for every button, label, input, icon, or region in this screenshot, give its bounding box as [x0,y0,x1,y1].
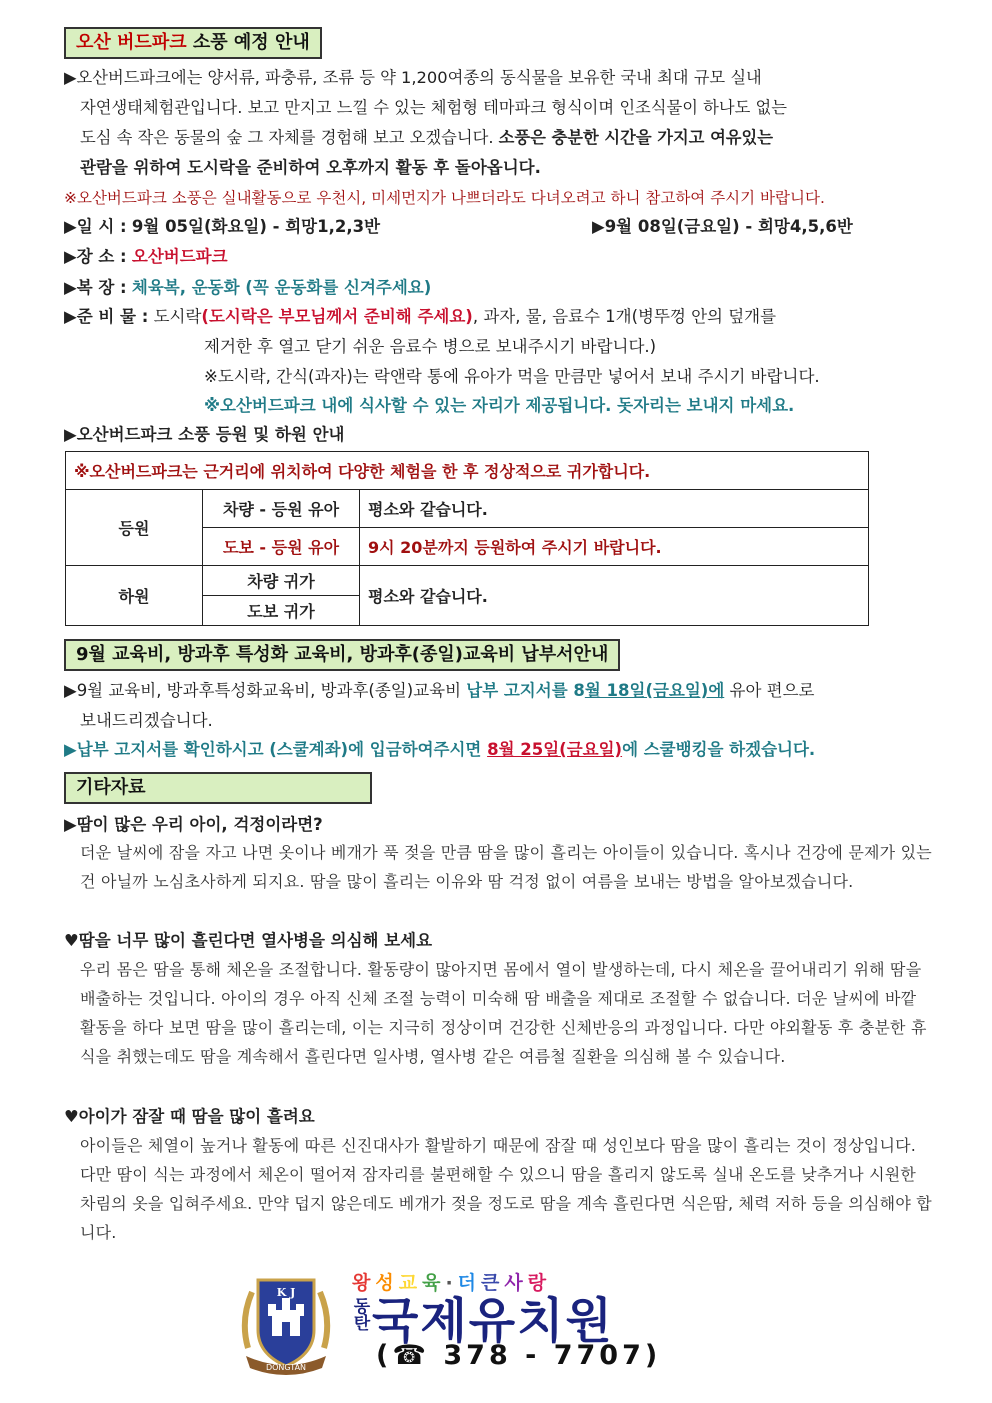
tuition-line-2: 보내드리겠습니다. [80,711,213,730]
logo-letters: K J [276,1286,296,1299]
arrive-car-value: 평소와 같습니다. [360,490,869,528]
tuition-line-3c: 에 스쿨뱅킹을 하겠습니다. [622,740,816,759]
prep-line-4: ※오산버드파크 내에 식사할 수 있는 자리가 제공됩니다. 돗자리는 보내지 마세요. [204,396,795,415]
place-value: 오산버드파크 [131,247,228,266]
logo-ribbon: DONGTAN [265,1363,307,1372]
pickup-notice: ※오산버드파크는 근거리에 위치하여 다양한 체험을 한 후 정상적으로 귀가합니다. [66,452,869,490]
prep-value-a: 도시락 [153,307,202,326]
pickup-table [65,451,869,626]
slogan-char: 랑 [527,1272,552,1294]
prep-value-c: , 과자, 물, 음료수 1개(병뚜껑 안의 덮개를 [472,307,777,326]
slogan-char: 육 [422,1272,446,1294]
misc-heading-3: ♥아이가 잠잘 때 땀을 많이 흘려요 [64,1107,315,1126]
misc-paragraph-1: 더운 날씨에 잠을 자고 나면 옷이나 베개가 푹 젖을 만큼 땀을 많이 흘리는 아이들이 있습니다. 혹시나 건강에 문제가 있는 건 아닐까 노심초사하게 되지요. 땀을 많이 흘리는 이유와 땀 걱정 없이 여름을 보내는 방법을 알아보겠습니다. [80,843,932,891]
tuition-line-1d: 유아 편으로 [724,681,815,700]
date-label: ▶일 시 : [64,217,127,236]
section-title-red: 오산 버드파크 [76,32,187,53]
tuition-line-1b: 납부 고지서를 8 [466,681,585,700]
prep-label: ▶준 비 물 : [64,307,149,326]
date-value-2: ▶9월 08일(금요일) - 희망4,5,6반 [592,217,853,236]
intro-line-3b: 소풍은 충분한 시간을 가지고 여유있는 [498,128,773,147]
weather-notice: ※오산버드파크 소풍은 실내활동으로 우천시, 미세먼지가 나쁘더라도 다녀오려고 하니 참고하여 주시기 바랍니다. [64,189,825,207]
intro-line-1: ▶오산버드파크에는 양서류, 파충류, 조류 등 약 1,200여종의 동식물을 보유한 국내 최대 규모 실내 [64,68,762,87]
leave-walk-label: 도보 귀가 [203,596,360,626]
leave-car-label: 차량 귀가 [203,566,360,596]
prep-line-2: 제거한 후 열고 닫기 쉬운 음료수 병으로 보내주시기 바랍니다.) [204,337,657,356]
section-title-birdpark [64,27,322,59]
tuition-line-1a: ▶9월 교육비, 방과후특성화교육비, 방과후(종일)교육비 [64,681,467,700]
intro-line-3a: 도심 속 작은 동물의 숲 그 자체를 경험해 보고 오겠습니다. [80,128,499,147]
school-name-small [352,1299,372,1333]
slogan-char: 교 [398,1272,423,1294]
tuition-line-3b: 8월 25일(금요일) [487,740,623,759]
intro-line-3 [80,127,773,149]
slogan-char: 더 [457,1272,482,1294]
date-value-1: 9월 05일(화요일) - 희망1,2,3반 [131,217,381,236]
misc-heading-1: ▶땀이 많은 우리 아이, 걱정이라면? [64,815,323,834]
place-row [64,246,228,268]
leave-value: 평소와 같습니다. [360,566,869,626]
intro-line-2: 자연생태체험관입니다. 보고 만지고 느낄 수 있는 체험형 테마파크 형식이며 인조식물이 하나도 없는 [80,98,787,117]
arrive-walk-label: 도보 - 등원 유아 [203,528,360,566]
school-name-small-1: 동 [353,1297,371,1317]
dress-label: ▶복 장 : [64,278,127,297]
tuition-line-3 [64,739,815,761]
intro-line-4: 관람을 위하여 도시락을 준비하여 오후까지 활동 후 돌아옵니다. [80,158,541,177]
arrive-walk-value: 9시 20분까지 등원하여 주시기 바랍니다. [360,528,869,566]
slogan-char: · [445,1272,458,1294]
date-row [64,216,380,238]
slogan-char: 사 [504,1272,528,1294]
arrive-header: 등원 [66,490,203,566]
section-title-rest: 소풍 예정 안내 [186,32,310,53]
slogan-char: 성 [375,1272,399,1294]
section-title-misc: 기타자료 [64,772,372,804]
prep-row [64,306,776,328]
dress-row [64,277,431,299]
school-phone: (☎ 378 - 7707) [376,1340,662,1371]
pickup-title: ▶오산버드파크 소풍 등원 및 하원 안내 [64,425,345,444]
slogan-char: 큰 [481,1272,505,1294]
prep-value-b: (도시락은 부모님께서 준비해 주세요) [201,307,473,326]
misc-paragraph-2: 우리 몸은 땀을 통해 체온을 조절합니다. 활동량이 많아지면 몸에서 열이 발생하는데, 다시 체온을 끌어내리기 위해 땀을 배출하는 것입니다. 아이의 경우 아직 신체 조절 능력이 미숙해 땀 배출을 제대로 조절할 수 없습니다. 더운 날씨에 바깥 활동을 하다 보면 땀을 많이 흘리는데, 이는 지극히 정상이며 건강한 신체반응의 과정입니다. 다만 야외활동 후 충분한 휴식을 취했는데도 땀을 계속해서 흘린다면 일사병, 열사병 같은 여름철 질환을 의심해 볼 수 있습니다. [80,960,927,1066]
slogan-char: 왕 [352,1272,376,1294]
place-label: ▶장 소 : [64,247,127,266]
misc-paragraph-3: 아이들은 체열이 높거나 활동에 따른 신진대사가 활발하기 때문에 잠잘 때 성인보다 땀을 많이 흘리는 것이 정상입니다. 다만 땀이 식는 과정에서 체온이 떨어져 잠자리를 불편해할 수 있으니 땀을 흘리지 않도록 실내 온도를 낮추거나 시원한 차림의 옷을 입혀주세요. 만약 덥지 않은데도 베개가 젖을 정도로 땀을 계속 흘린다면 식은땀, 체력 저하 등을 의심해야 합니다. [80,1136,932,1242]
section-title-tuition: 9월 교육비, 방과후 특성화 교육비, 방과후(종일)교육비 납부서안내 [64,639,620,671]
leave-header: 하원 [66,566,203,626]
misc-heading-2: ♥땀을 너무 많이 흘린다면 열사병을 의심해 보세요 [64,931,433,950]
tuition-line-3a: ▶납부 고지서를 확인하시고 (스쿨계좌)에 입금하여주시면 [64,740,488,759]
prep-line-3: ※도시락, 간식(과자)는 락앤락 통에 유아가 먹을 만큼만 넣어서 보내 주시기 바랍니다. [204,367,820,386]
arrive-car-label: 차량 - 등원 유아 [203,490,360,528]
school-name-small-2: 탄 [353,1314,371,1334]
school-slogan [352,1268,551,1295]
dress-value: 체육복, 운동화 (꼭 운동화를 신겨주세요) [131,278,432,297]
tuition-line-1c: 월 18일(금요일)에 [584,681,725,700]
school-name: 국제유치원 [372,1293,614,1349]
school-logo [238,1270,334,1380]
tuition-line-1 [64,680,814,702]
